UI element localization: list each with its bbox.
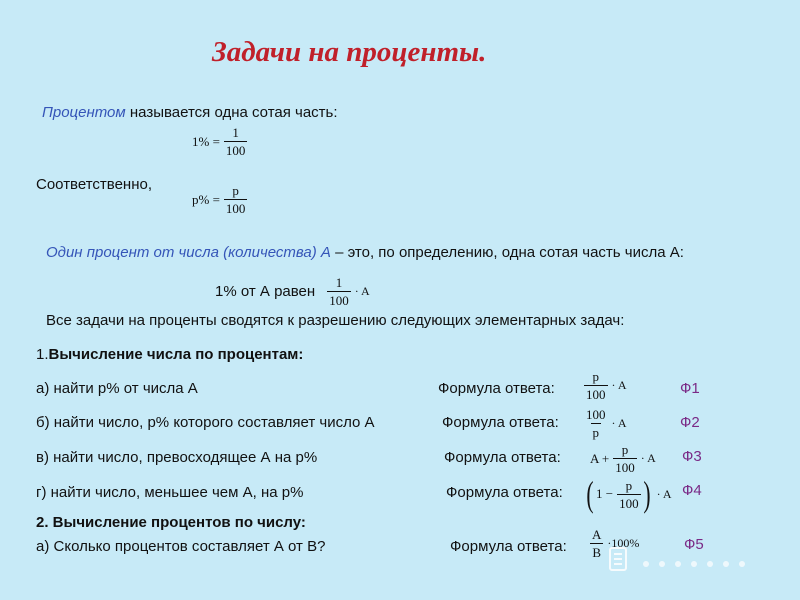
definition-formula [192, 126, 247, 157]
formula-tag-f3: Ф3 [682, 448, 702, 465]
task-b-formula-label: Формула ответа: [442, 414, 559, 431]
fraction-denominator: 100 [586, 387, 606, 402]
task-b-text: б) найти число, р% которого составляет число А [36, 414, 375, 431]
accordingly-formula-lhs: p% = [192, 191, 220, 207]
definition-line [42, 104, 338, 121]
fraction-numerator: 100 [586, 407, 606, 422]
task-d-fraction [617, 479, 641, 510]
formula-tail: · A [640, 451, 656, 465]
task5-text: а) Сколько процентов составляет А от В? [36, 538, 326, 555]
fraction-numerator: p [232, 183, 239, 198]
task-c-formula-label: Формула ответа: [444, 449, 561, 466]
task-c-text: в) найти число, превосходящее А на р% [36, 449, 318, 466]
fraction-denominator: 100 [619, 495, 639, 511]
task-a-fraction [584, 370, 608, 401]
section1-heading [36, 346, 303, 363]
fraction-denominator: p [592, 425, 599, 440]
formula-tail: · A [611, 378, 627, 392]
fraction-numerator: A [592, 527, 602, 542]
one-percent-line [46, 244, 684, 261]
formula-tag-f1: Ф1 [680, 380, 700, 397]
one-of-a-formula [327, 276, 370, 307]
section1-title: Вычисление числа по процентам: [48, 346, 304, 363]
formula-tag-f2: Ф2 [680, 414, 700, 431]
task-a-formula [584, 370, 627, 401]
task-c-formula [590, 443, 656, 474]
one-percent-term: Один процент от числа (количества) А [46, 244, 331, 261]
watermark-icon [606, 542, 766, 578]
task-b-formula [584, 408, 627, 439]
task-a-text: а) найти р% от числа А [36, 380, 198, 397]
one-of-a-fraction [327, 276, 351, 307]
formula-tail: · A [611, 416, 627, 430]
fraction-numerator: p [621, 442, 629, 457]
definition-text: называется одна сотая часть: [129, 104, 338, 121]
page-title: Задачи на проценты. [212, 36, 487, 68]
fraction-numerator: p [625, 477, 633, 493]
one-percent-text: – это, по определению, одна сотая часть числа А: [335, 244, 684, 261]
task-c-fraction [613, 443, 637, 474]
formula-tail: · A [656, 486, 672, 501]
task-d-formula [584, 476, 672, 512]
all-tasks-text: Все задачи на проценты сводятся к разрешению следующих элементарных задач: [46, 312, 625, 329]
task-b-fraction [584, 408, 608, 439]
accordingly-fraction [224, 184, 248, 215]
definition-formula-lhs: 1% = [192, 133, 220, 149]
accordingly-text: Соответственно, [36, 176, 152, 193]
formula-tag-f4: Ф4 [682, 482, 702, 499]
section2-heading: 2. Вычисление процентов по числу: [36, 514, 306, 531]
definition-fraction [224, 126, 248, 157]
fraction-numerator: 1 [335, 275, 343, 290]
task-d-formula-label: Формула ответа: [446, 484, 563, 501]
fraction-denominator: B [592, 545, 602, 560]
fraction-denominator: 100 [225, 201, 246, 216]
one-of-a-line [215, 276, 370, 307]
task5-fraction [590, 528, 603, 559]
formula-prefix: A + [590, 450, 610, 466]
fraction-denominator: 100 [225, 143, 246, 158]
fraction-numerator: 1 [232, 125, 239, 140]
accordingly-formula [192, 184, 247, 215]
left-paren: ( [586, 474, 594, 514]
formula-tail: · A [354, 284, 370, 298]
task5-formula-label: Формула ответа: [450, 538, 567, 555]
fraction-numerator: p [592, 369, 599, 384]
right-paren: ) [642, 474, 651, 514]
section1-number: 1. [36, 346, 49, 363]
formula-tag-f5: Ф5 [684, 536, 704, 553]
task-a-formula-label: Формула ответа: [438, 380, 555, 397]
fraction-denominator: 100 [329, 293, 349, 308]
task-d-text: г) найти число, меньшее чем А, на р% [36, 484, 304, 501]
definition-term: Процентом [42, 104, 126, 121]
formula-prefix: 1 − [596, 486, 614, 501]
one-of-a-text: 1% от А равен [215, 283, 316, 300]
fraction-denominator: 100 [615, 460, 635, 475]
formula-tail: ·100% [607, 536, 640, 550]
